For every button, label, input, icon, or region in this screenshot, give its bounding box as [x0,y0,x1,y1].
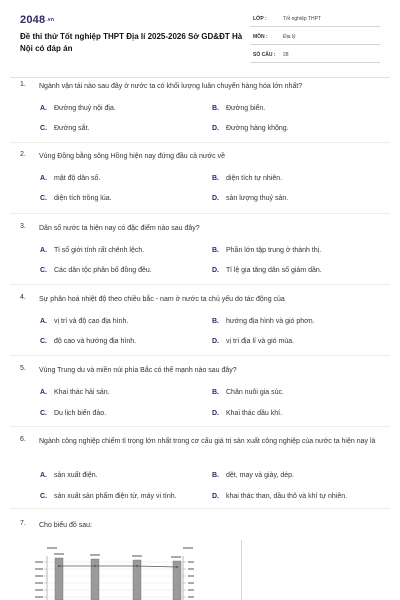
question-text: Dân số nước ta hiện nay có đặc điểm nào sau đây? [39,225,200,232]
option-letter: D. [212,410,219,417]
option-text: Phần lớn tập trung ở thành thị. [226,247,322,254]
exam-header [0,0,400,72]
option-letter: C. [40,338,47,345]
site-logo[interactable] [20,14,54,26]
option-text: Đường hàng không. [226,125,289,132]
option-text: Tỉ lệ gia tăng dân số giảm dần. [226,267,322,274]
option-letter: C. [40,493,47,500]
option-letter: C. [40,410,47,417]
header-divider [10,77,390,78]
logo-tld: .vn [46,17,55,24]
option-text: Đường thuỷ nội địa. [54,105,116,112]
option-letter: A. [40,318,47,325]
option-letter: A. [40,175,47,182]
right-ticks [183,562,186,597]
option-a[interactable] [40,389,110,396]
option-b[interactable] [212,105,265,112]
option-c[interactable] [40,338,136,345]
option-text: Đường sắt. [54,125,90,132]
option-d[interactable] [212,338,294,345]
meta-label: SỐ CÂU : [253,52,276,58]
question-number: 3. [20,223,26,230]
option-text: Du lịch biển đảo. [54,410,107,417]
option-letter: A. [40,472,47,479]
option-a[interactable] [40,105,116,112]
option-letter: C. [40,195,47,202]
question-divider [10,142,390,143]
option-text: dệt, may và giày, dép. [226,472,294,479]
question-text: Ngành công nghiệp chiếm tỉ trọng lớn nhất trong cơ cấu giá trị sản xuất công nghiệp của nước ta hiện nay là [39,438,376,445]
option-a[interactable] [40,175,100,182]
option-d[interactable] [212,267,322,274]
meta-label: MÔN : [253,34,268,40]
exam-title: Đề thi thử Tốt nghiệp THPT Địa lí 2025-2026 Sở GD&ĐT Hà Nội có đáp án [20,32,243,53]
option-d[interactable] [212,195,288,202]
option-text: vị trí và độ cao địa hình. [54,318,129,325]
option-letter: C. [40,125,47,132]
option-text: Khai thác hải sản. [54,389,110,396]
option-c[interactable] [40,125,89,132]
option-b[interactable] [212,389,284,396]
option-letter: A. [40,389,47,396]
question-7-chart-image [33,542,243,600]
meta-label: LỚP : [253,16,267,22]
option-text: Tỉ số giới tính rất chênh lệch. [54,247,145,254]
option-text: khai thác than, dầu thô và khí tự nhiên. [226,493,348,500]
option-c[interactable] [40,267,152,274]
question-divider [10,213,390,214]
question-text: Vùng Trung du và miền núi phía Bắc có thế mạnh nào sau đây? [39,367,237,374]
option-b[interactable] [212,175,282,182]
chart-bar [55,558,63,600]
question-number: 1. [20,81,26,88]
gridlines [47,562,183,597]
chart-line-series [59,566,177,567]
question-divider [10,284,390,285]
meta-row-subject [250,31,380,45]
option-c[interactable] [40,493,177,500]
option-text: diện tích trồng lúa. [54,195,112,202]
option-letter: B. [212,389,219,396]
question-number: 6. [20,436,26,443]
option-text: sản xuất sản phẩm điện tử, máy vi tính. [54,493,177,500]
option-text: mật độ dân số. [54,175,101,182]
question-text: Vùng Đồng bằng sông Hồng hiện nay đứng đầu cả nước về [39,153,225,160]
option-text: Các dân tộc phân bố đồng đều. [54,267,152,274]
exam-meta [250,13,380,67]
option-letter: D. [212,493,219,500]
option-letter: D. [212,267,219,274]
question-number: 2. [20,151,26,158]
question-text: Ngành vận tải nào sau đây ở nước ta có khối lượng luân chuyển hàng hóa lớn nhất? [39,83,303,90]
option-letter: D. [212,338,219,345]
meta-value: 28 [283,52,289,58]
option-letter: D. [212,195,219,202]
option-c[interactable] [40,410,106,417]
option-a[interactable] [40,472,98,479]
option-text: độ cao và hướng địa hình. [54,338,137,345]
option-text: sản xuất điện. [54,472,98,479]
question-number: 4. [20,294,26,301]
option-letter: B. [212,247,219,254]
option-letter: A. [40,105,47,112]
option-text: sản lượng thuỷ sản. [226,195,289,202]
option-letter: C. [40,267,47,274]
option-text: vị trí địa lí và gió mùa. [226,338,295,345]
option-text: diện tích tự nhiên. [226,175,283,182]
meta-row-question-count [250,49,380,63]
option-letter: D. [212,125,219,132]
bar-line-chart-graphic [33,542,243,600]
question-text: Sự phân hoá nhiệt độ theo chiều bắc - nam ở nước ta chủ yếu do tác động của [39,296,285,303]
option-letter: B. [212,318,219,325]
option-b[interactable] [212,472,294,479]
option-a[interactable] [40,247,144,254]
logo-text[interactable]: 2048 [20,14,46,26]
option-a[interactable] [40,318,128,325]
left-ticks [44,562,47,597]
question-text: Cho biểu đồ sau: [39,522,92,529]
question-divider [10,508,390,509]
option-d[interactable] [212,493,347,500]
meta-value: Tốt nghiệp THPT [283,16,321,22]
question-number: 7. [20,520,26,527]
option-letter: B. [212,472,219,479]
option-b[interactable] [212,318,315,325]
question-divider [10,426,390,427]
question-number: 5. [20,365,26,372]
option-d[interactable] [212,125,289,132]
option-b[interactable] [212,247,321,254]
option-text: Khai thác dầu khí. [226,410,283,417]
option-letter: B. [212,175,219,182]
question-divider [10,355,390,356]
chart-border [241,540,242,600]
option-c[interactable] [40,195,112,202]
option-d[interactable] [212,410,282,417]
option-letter: A. [40,247,47,254]
option-letter: B. [212,105,219,112]
meta-row-class [250,13,380,27]
option-text: hướng địa hình và gió phơn. [226,318,315,325]
option-text: Chăn nuôi gia súc. [226,389,284,396]
option-text: Đường biển. [226,105,266,112]
meta-value: Địa lý [283,34,296,40]
